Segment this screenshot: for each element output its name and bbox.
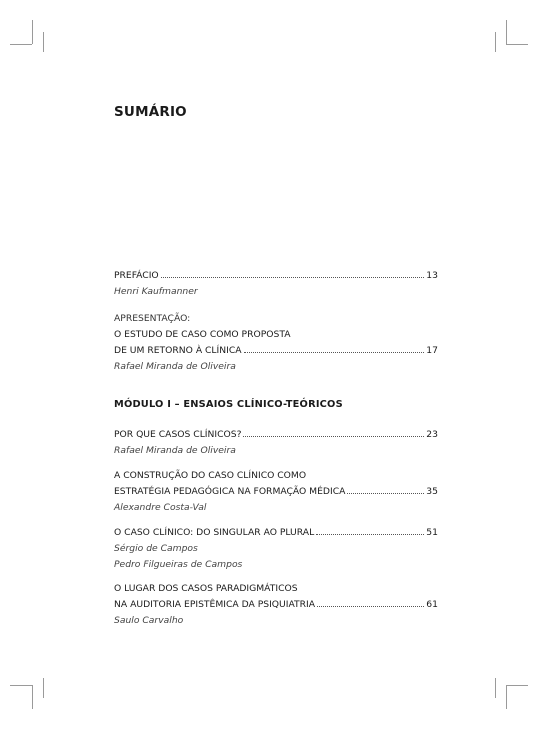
toc-entry[interactable] (114, 525, 438, 573)
toc-title: O LUGAR DOS CASOS PARADIGMÁTICOS (114, 583, 298, 594)
toc-title: NA AUDITORIA EPISTÊMICA DA PSIQUIATRIA (114, 599, 316, 610)
page-number: 17 (426, 345, 438, 356)
toc-entry-apresentacao[interactable] (114, 311, 438, 375)
dot-leader (316, 534, 424, 535)
module-heading: MÓDULO I – ENSAIOS CLÍNICO-TEÓRICOS (114, 399, 343, 410)
dot-leader (244, 352, 425, 353)
page-number: 35 (426, 486, 438, 497)
toc-title: O ESTUDO DE CASO COMO PROPOSTA (114, 329, 291, 340)
author: Alexandre Costa-Val (114, 502, 207, 513)
author: Pedro Filgueiras de Campos (114, 559, 243, 570)
page-number: 13 (426, 270, 438, 281)
author: Saulo Carvalho (114, 615, 184, 626)
toc-title-line (114, 468, 438, 484)
dot-leader (243, 436, 424, 437)
toc-title-line (114, 427, 438, 443)
author: Rafael Miranda de Oliveira (114, 361, 236, 372)
dot-leader (347, 493, 424, 494)
toc-title: POR QUE CASOS CLÍNICOS? (114, 429, 242, 440)
toc-title: PREFÁCIO (114, 270, 159, 281)
toc-title-line (114, 268, 438, 284)
toc-title-line (114, 484, 438, 500)
toc-title: ESTRATÉGIA PEDAGÓGICA NA FORMAÇÃO MÉDICA (114, 486, 346, 497)
toc-title-line (114, 597, 438, 613)
toc-entry[interactable] (114, 468, 438, 516)
author: Rafael Miranda de Oliveira (114, 445, 236, 456)
author: Henri Kaufmanner (114, 286, 198, 297)
toc-title-line (114, 343, 438, 359)
dot-leader (161, 277, 425, 278)
toc-title: A CONSTRUÇÃO DO CASO CLÍNICO COMO (114, 470, 307, 481)
toc-title: DE UM RETORNO À CLÍNICA (114, 345, 242, 356)
toc-entry-prefacio[interactable] (114, 268, 438, 300)
page-number: 23 (426, 429, 438, 440)
toc-title-line (114, 327, 438, 343)
toc-entry[interactable] (114, 427, 438, 459)
author: Sérgio de Campos (114, 543, 198, 554)
toc-title-line (114, 581, 438, 597)
toc-title: O CASO CLÍNICO: DO SINGULAR AO PLURAL (114, 527, 315, 538)
page-number: 51 (426, 527, 438, 538)
section-label: APRESENTAÇÃO: (114, 313, 191, 324)
dot-leader (317, 606, 424, 607)
page-title: SUMÁRIO (114, 104, 187, 120)
page-number: 61 (426, 599, 438, 610)
toc-title-line (114, 525, 438, 541)
toc-entry[interactable] (114, 581, 438, 629)
